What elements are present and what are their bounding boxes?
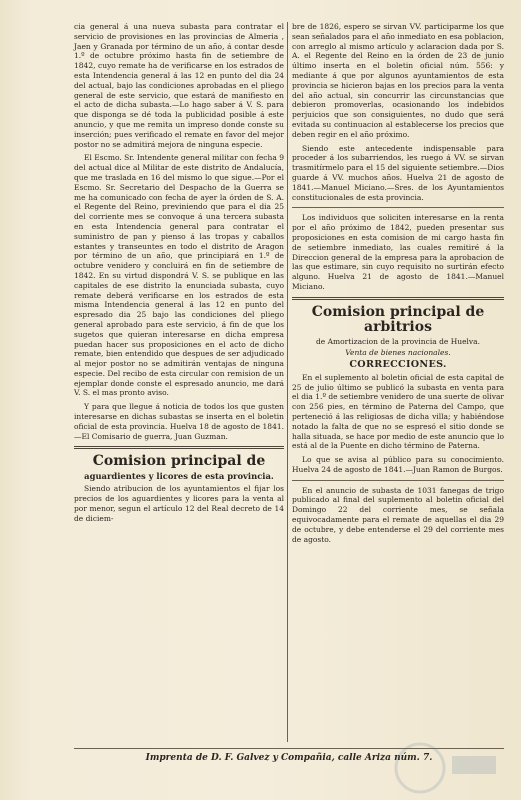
section-divider (292, 207, 504, 208)
section-subtitle: aguardientes y licores de esta provincia. (84, 471, 274, 482)
paragraph: En el anuncio de subasta de 1031 fanegas de trigo publicado al final del suplemento al boletin oficial del Domingo 22 del corriente mes, se señala equivocadamente para el remate de aquellas el dia 29 de octubre, y debe entenderse el 29 del corriente mes de agosto. (292, 485, 504, 544)
printer-imprint: Imprenta de D. F. Galvez y Compañia, calle Ariza núm. 7. (74, 748, 504, 763)
corrections-heading: CORRECCIONES. (349, 358, 447, 370)
section-title: Comision principal de arbitrios (311, 303, 485, 335)
paragraph: El Escmo. Sr. Intendente general militar con fecha 9 del actual dice al Militar de este distrito de Andalucía, que me traslada en 16 del mismo lo que sigue.—Por el Escmo. Sr. Secretario del Despacho de la Guerra se me ha comunicado con fecha de ayer la órden de S. A. el Regente del Reino, previniendo que para el dia 25 del corriente mes se convoque á una tercera subasta en esta Intendencia general para contratar el suministro de pan y pienso á las tropas y caballos estantes y transeuntes en todo el distrito de Aragon por término de un año, que principiará en 1.º de octubre venidero y concluirá en fin de setiembre de 1842. En su virtud dispondrá V. S. se publique en las capitales de ese distrito la enunciada subasta, cuyo remate deberá verificarse en los estrados de esta misma Intendencia general á las 12 en punto del espresado dia 25 bajo las condiciones del pliego general aprobado para este servicio, á fin de que los sugetos que quieran interesarse en dicha empresa puedan hacer sus proposiciones en el acto de dicho remate, bien entendido que despues de ser adjudicado al mejor postor no se admitirán ventajas de ninguna especie. Del recibo de esta circular con remision de un ejemplar donde conste el espresado anuncio, me dará V. S. el mas pronto aviso. (74, 153, 284, 398)
section-divider (292, 480, 504, 481)
paragraph: Lo que se avisa al público para su conocimiento. Huelva 24 de agosto de 1841.—Juan Ramon de Burgos. (292, 455, 504, 474)
paragraph: Y para que llegue á noticia de todos los que gusten interesarse en dichas subastas se inserta en el boletin oficial de esta provincia. Huelva 18 de agosto de 1841.—El Comisario de guerra, Juan Guzman. (74, 402, 284, 441)
paragraph: Los individuos que soliciten interesarse en la renta por el año próximo de 1842, pueden presentar sus proposiciones en esta comision de mi cargo hasta fin de setiembre inmediato, las cuales remitiré á la Direccion general de la empresa para la aprobacion de las que estimare, sin cuyo requisito no surtirán efecto alguno. Huelva 21 de agosto de 1841.—Manuel Miciano. (292, 213, 504, 291)
right-column (292, 22, 504, 548)
paragraph: cia general á una nueva subasta para contratar el servicio de provisiones en las provincias de Almeria , Jaen y Granada por término de un año, á contar desde 1.º de octubre próximo hasta fin de setiembre de 1842, cuyo remate ha de verificarse en los estrados de esta Intendencia general á las 12 en punto del dia 24 del actual, bajo las condiciones aprobadas en el pliego general de este servicio, que estará de manifiesto en el acto de dicha subasta.—Lo hago saber á V. S. para que disponga se dé toda la publicidad posible á este anuncio, y que me remita un impreso donde conste su inserción; pues verificado el remate en favor del mejor postor no se admitirá mejora de ninguna especie. (74, 22, 284, 149)
paragraph: En el suplemento al boletin oficial de esta capital de 25 de julio último se publicó la subasta en venta para el dia 1.º de setiembre venidero de una suerte de olivar con 256 pies, en término de Paterna del Campo, que perteneció á las religiosas de dicha villa; y habiéndose notado la falta de que no se espresó el sitio donde se halla situada, se hace por medio de este anuncio que lo está al de la Puente en dicho término de Paterna. (292, 372, 504, 451)
library-watermark-icon (390, 738, 500, 798)
column-rule (287, 22, 288, 742)
paragraph: Siendo este antecedente indispensable para proceder á los subarriendos, les ruego á VV. se sirvan trasmitírmelo para el 15 del siguiente setiembre.—Dios guarde á VV. muchos años. Huelva 21 de agosto de 1841.—Manuel Miciano.—Sres. de los Ayuntamientos constitucionales de esta provincia. (292, 143, 504, 202)
section-italic-subtitle: Venta de bienes nacionales. (345, 347, 451, 357)
section-divider (74, 446, 284, 449)
section-divider (292, 297, 504, 300)
section-subtitle: de Amortizacion de la provincia de Huelva. (315, 336, 481, 346)
section-title: Comision principal de (92, 453, 266, 470)
left-column (74, 22, 284, 528)
paragraph: Siendo atribucion de los ayuntamientos el fijar los precios de los aguardientes y licores para la venta al por menor, segun el artículo 12 del Real decreto de 14 de diciem- (74, 484, 284, 523)
paragraph: bre de 1826, espero se sirvan VV. participarme los que sean señalados para el año inmediato en esa poblacion, con arreglo al mismo artículo y aclaracion dada por S. A. el Regente del Reino en la órden de 23 de junio último inserta en el boletin oficial núm. 556: y mediante á que por algunos ayuntamientos de esta provincia se hicieron bajas en los precios para la venta del año actual, sin concurrir las circunstancias que debieron promoverlas, ocasionando los indebidos perjuicios que son consiguientes, no dudo que será evitada su continuacion al establecerse los precios que deben regir en el año próximo. (292, 22, 504, 139)
